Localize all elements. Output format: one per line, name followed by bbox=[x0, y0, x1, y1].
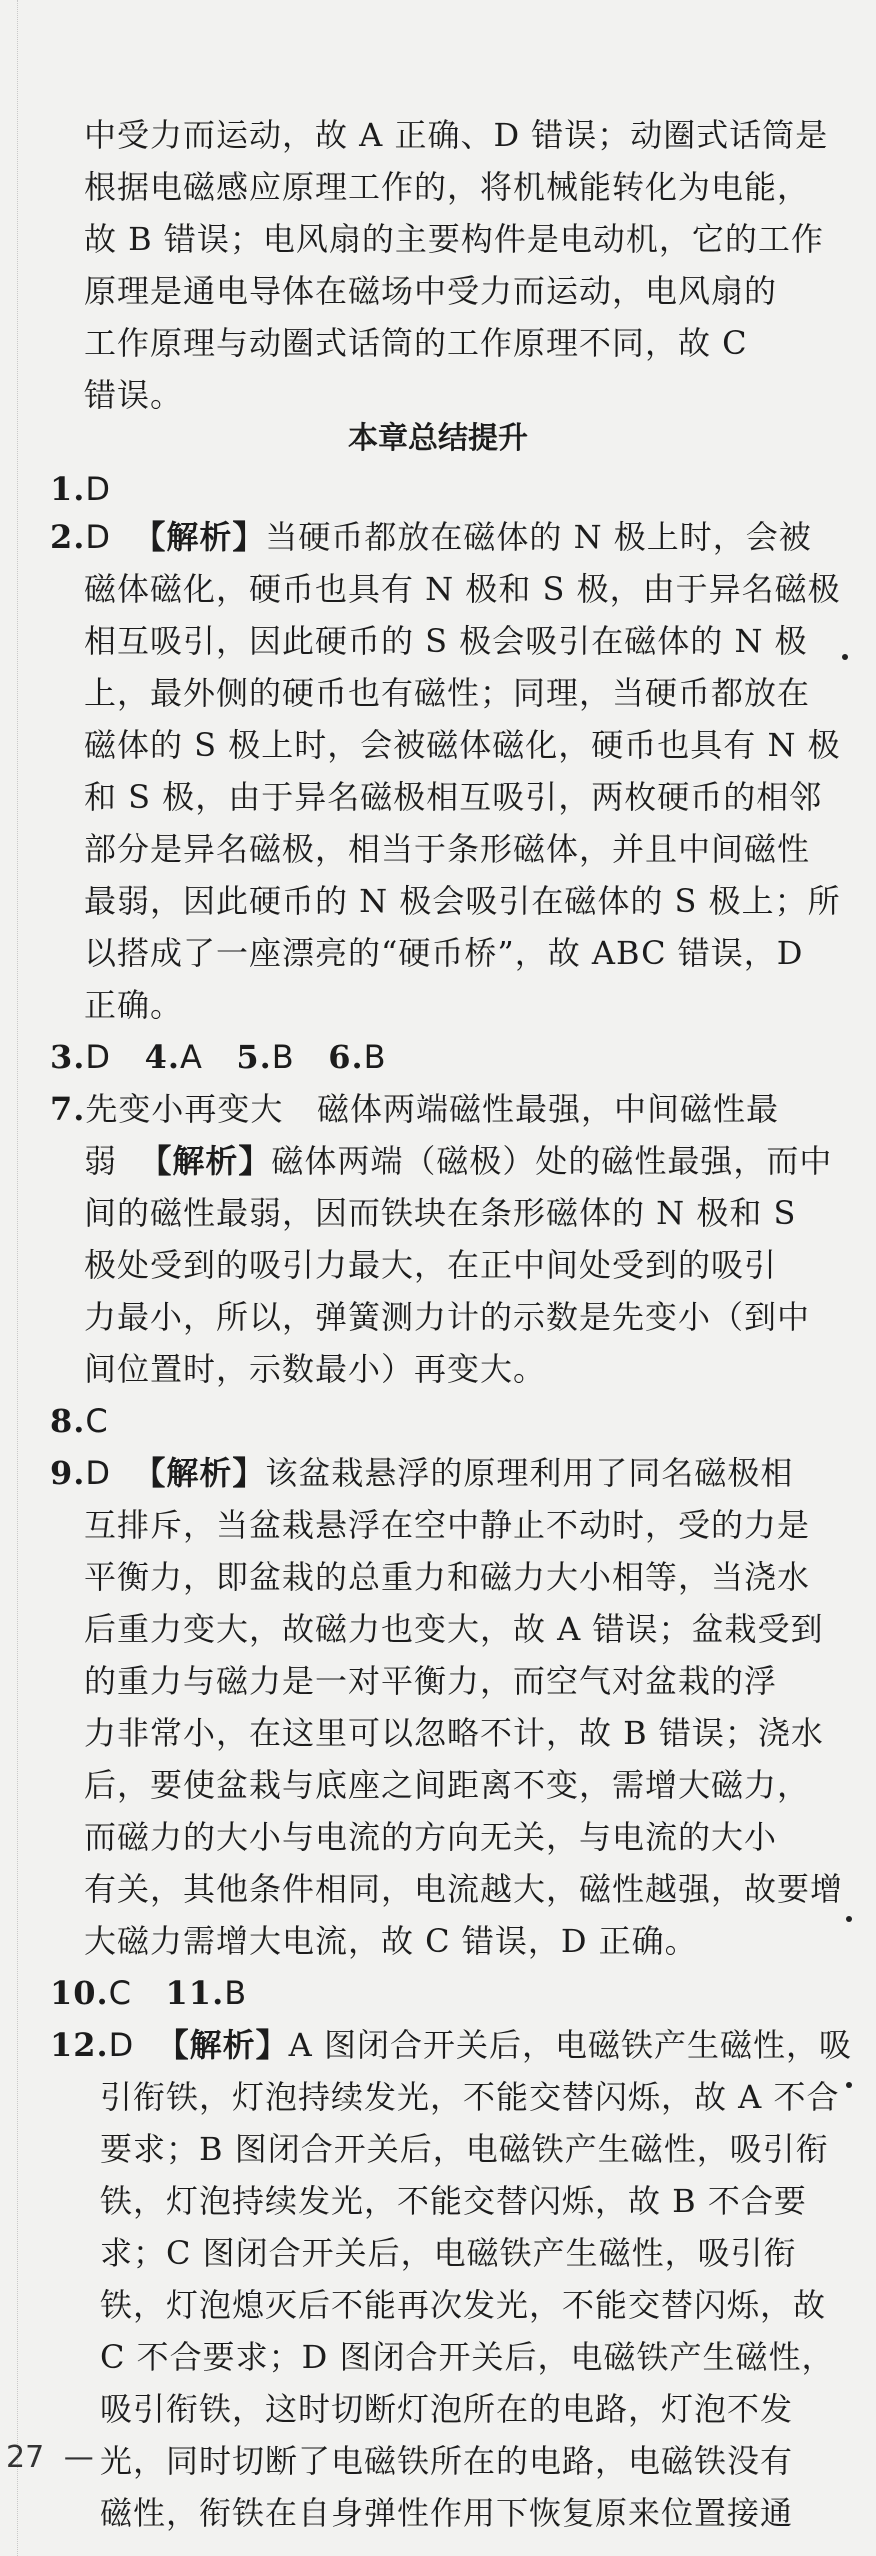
analysis-tag: 【解析】 bbox=[156, 2026, 289, 2064]
page-number: 27 bbox=[6, 2440, 45, 2475]
text-line: 有关，其他条件相同，电流越大，磁性越强，故要增 bbox=[84, 1870, 844, 1908]
text-line: 吸引衔铁，这时切断灯泡所在的电路，灯泡不发 bbox=[100, 2390, 794, 2428]
text-line: 上，最外侧的硬币也有磁性；同理，当硬币都放在 bbox=[84, 674, 811, 712]
text-line: 力最小，所以，弹簧测力计的示数是先变小（到中 bbox=[84, 1298, 811, 1336]
section-title: 本章总结提升 bbox=[348, 421, 528, 456]
answer: D bbox=[85, 470, 112, 508]
analysis-tag: 【解析】 bbox=[133, 518, 266, 556]
text-line: 大磁力需增大电流，故 C 错误，D 正确。 bbox=[84, 1922, 698, 1960]
text-line: 中受力而运动，故 A 正确、D 错误；动圈式话筒是 bbox=[84, 116, 829, 154]
binding-line bbox=[17, 0, 18, 2556]
text-line: 求；C 图闭合开关后，电磁铁产生磁性，吸引衔 bbox=[100, 2234, 797, 2272]
text-line: 力非常小，在这里可以忽略不计，故 B 错误；浇水 bbox=[84, 1714, 824, 1752]
text-line: 的重力与磁力是一对平衡力，而空气对盆栽的浮 bbox=[84, 1662, 778, 1700]
answer: C bbox=[108, 1974, 133, 2012]
text-line: 间位置时，示数最小）再变大。 bbox=[84, 1350, 547, 1388]
question-number: 12. bbox=[50, 2026, 109, 2064]
analysis-text: 当硬币都放在磁体的 N 极上时，会被 bbox=[265, 518, 812, 556]
text-line: 以搭成了一座漂亮的“硬币桥”，故 ABC 错误，D bbox=[84, 934, 804, 972]
question-number: 6. bbox=[328, 1038, 364, 1076]
answer: B bbox=[271, 1038, 295, 1076]
question-number: 11. bbox=[165, 1974, 225, 2012]
text-line: 最弱，因此硬币的 N 极会吸引在磁体的 S 极上；所 bbox=[84, 882, 841, 920]
question-first-line bbox=[50, 514, 876, 560]
question-1 bbox=[50, 466, 876, 512]
question-number: 1. bbox=[50, 470, 86, 508]
text-line: 根据电磁感应原理工作的，将机械能转化为电能， bbox=[84, 168, 811, 206]
text-line: 部分是异名磁极，相当于条形磁体，并且中间磁性 bbox=[84, 830, 811, 868]
text-line: 磁体磁化，硬币也具有 N 极和 S 极，由于异名磁极 bbox=[84, 570, 841, 608]
answer: D bbox=[108, 2026, 135, 2064]
question-number: 7. bbox=[50, 1090, 86, 1128]
page-footer bbox=[6, 2440, 94, 2475]
text-line: 磁性，衔铁在自身弹性作用下恢复原来位置接通 bbox=[100, 2494, 794, 2532]
question-number: 4. bbox=[144, 1038, 180, 1076]
text-line: 后，要使盆栽与底座之间距离不变，需增大磁力， bbox=[84, 1766, 811, 1804]
text-line: 而磁力的大小与电流的方向无关，与电流的大小 bbox=[84, 1818, 778, 1856]
margin-dot bbox=[842, 654, 848, 660]
text-line: 铁，灯泡熄灭后不能再次发光，不能交替闪烁，故 bbox=[100, 2286, 827, 2324]
answer: 磁体两端磁性最强，中间磁性最 bbox=[316, 1090, 779, 1128]
text-line: 和 S 极，由于异名磁极相互吸引，两枚硬币的相邻 bbox=[84, 778, 823, 816]
question-number: 8. bbox=[50, 1402, 86, 1440]
question-first-line bbox=[50, 2022, 876, 2068]
question-number: 2. bbox=[50, 518, 86, 556]
questions-10-11 bbox=[50, 1970, 876, 2016]
text-line: 光，同时切断了电磁铁所在的电路，电磁铁没有 bbox=[100, 2442, 794, 2480]
analysis-tag: 【解析】 bbox=[133, 1454, 266, 1492]
text-line: 原理是通电导体在磁场中受力而运动，电风扇的 bbox=[84, 272, 778, 310]
answer: C bbox=[85, 1402, 109, 1440]
text-line: C 不合要求；D 图闭合开关后，电磁铁产生磁性， bbox=[100, 2338, 835, 2376]
analysis-text: 该盆栽悬浮的原理利用了同名磁极相 bbox=[265, 1454, 794, 1492]
text-line: 相互吸引，因此硬币的 S 极会吸引在磁体的 N 极 bbox=[84, 622, 808, 660]
question-number: 10. bbox=[50, 1974, 109, 2012]
questions-3-6 bbox=[50, 1034, 876, 1080]
text-line: 要求；B 图闭合开关后，电磁铁产生磁性，吸引衔 bbox=[100, 2130, 829, 2168]
text-line: 铁，灯泡持续发光，不能交替闪烁，故 B 不合要 bbox=[100, 2182, 807, 2220]
analysis-text: 磁体两端（磁极）处的磁性最强，而中 bbox=[271, 1142, 833, 1180]
analysis-tag: 【解析】 bbox=[139, 1142, 272, 1180]
text-line: 后重力变大，故磁力也变大，故 A 错误；盆栽受到 bbox=[84, 1610, 824, 1648]
question-first-line bbox=[50, 1450, 876, 1496]
text-line: 引衔铁，灯泡持续发光，不能交替闪烁，故 A 不合 bbox=[100, 2078, 840, 2116]
margin-dot bbox=[846, 2082, 852, 2088]
answer: A bbox=[179, 1038, 203, 1076]
answer: B bbox=[363, 1038, 387, 1076]
answer: D bbox=[85, 518, 112, 556]
answer: B bbox=[224, 1974, 248, 2012]
question-second-line bbox=[84, 1138, 876, 1184]
text-line: 工作原理与动圈式话筒的工作原理不同，故 C bbox=[84, 324, 748, 362]
question-number: 9. bbox=[50, 1454, 86, 1492]
margin-dot bbox=[846, 1916, 852, 1922]
text-line: 正确。 bbox=[84, 986, 184, 1024]
question-number: 3. bbox=[50, 1038, 86, 1076]
answer: D bbox=[85, 1038, 112, 1076]
question-first-line bbox=[50, 1086, 876, 1132]
text-line: 间的磁性最弱，因而铁块在条形磁体的 N 极和 S bbox=[84, 1194, 797, 1232]
text-line: 故 B 错误；电风扇的主要构件是电动机，它的工作 bbox=[84, 220, 824, 258]
text-line: 互排斥，当盆栽悬浮在空中静止不动时，受的力是 bbox=[84, 1506, 811, 1544]
text-line: 磁体的 S 极上时，会被磁体磁化，硬币也具有 N 极 bbox=[84, 726, 841, 764]
question-8 bbox=[50, 1398, 876, 1444]
answer: 先变小再变大 bbox=[85, 1090, 284, 1128]
text-line: 错误。 bbox=[84, 376, 184, 414]
page-dash: — bbox=[63, 2440, 94, 2475]
question-number: 5. bbox=[236, 1038, 272, 1076]
answer: 弱 bbox=[84, 1142, 118, 1180]
analysis-text: A 图闭合开关后，电磁铁产生磁性，吸 bbox=[288, 2026, 852, 2064]
text-line: 平衡力，即盆栽的总重力和磁力大小相等，当浇水 bbox=[84, 1558, 811, 1596]
answer: D bbox=[85, 1454, 112, 1492]
text-line: 极处受到的吸引力最大，在正中间处受到的吸引 bbox=[84, 1246, 778, 1284]
